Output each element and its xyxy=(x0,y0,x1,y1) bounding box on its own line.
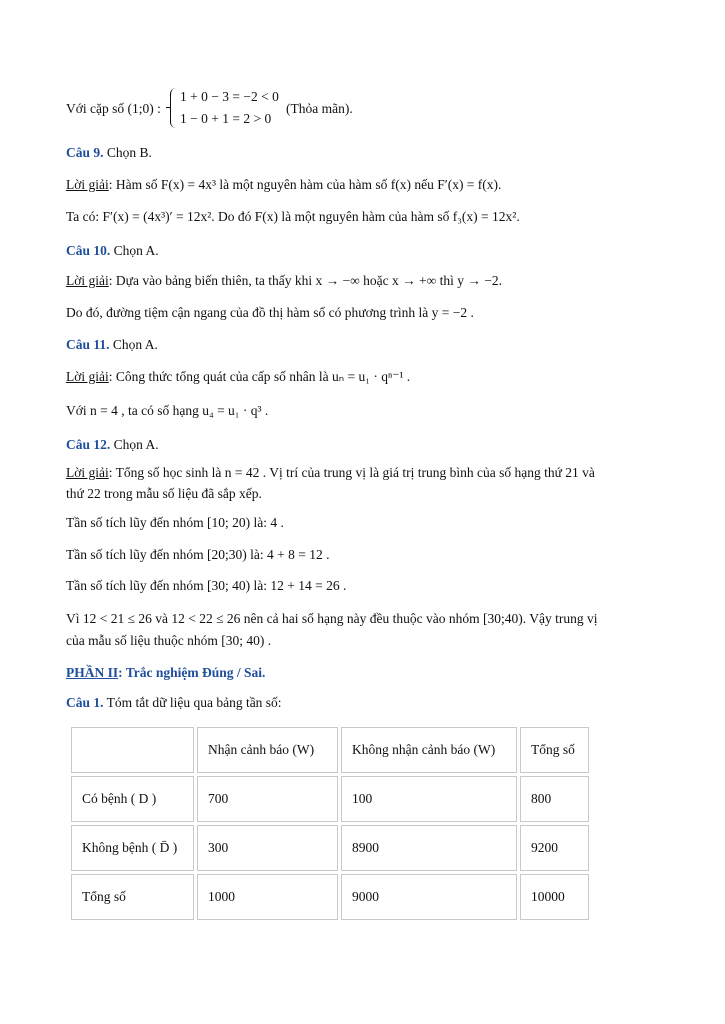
q11-solution xyxy=(66,368,410,386)
q10-solution-text: : Dựa vào bảng biến thiên, ta thấy khi x → −∞ hoặc x → +∞ thì y → −2. xyxy=(108,273,502,288)
table-cell: 9000 xyxy=(341,874,517,920)
table-cell: 700 xyxy=(197,776,338,822)
q10-solution-label: Lời giải xyxy=(66,273,109,288)
q12-solution-label: Lời giải xyxy=(66,465,109,480)
pair-intro: Với cặp số (1;0) : xyxy=(66,101,161,116)
part2-title: : Trắc nghiệm Đúng / Sai. xyxy=(118,665,266,680)
q9-choice: Chọn B. xyxy=(106,145,152,160)
q12-solution-text: : Tổng số học sinh là n = 42 . Vị trí của trung vị là giá trị trung bình của số hạng thứ 21 và xyxy=(108,465,595,480)
q10-solution-text-2: Do đó, đường tiệm cận ngang của đồ thị hàm số có phương trình là y = −2 . xyxy=(66,305,474,320)
q9-title: Câu 9. xyxy=(66,145,104,160)
frequency-table xyxy=(68,724,592,923)
q9-solution-text-2: Ta có: F′(x) = (4x³)′ = 12x². Do đó F(x) là một nguyên hàm của hàm số f₃(x) = 12x². xyxy=(66,209,520,224)
q12-solution-text-7: của mẫu số liệu thuộc nhóm [30; 40) . xyxy=(66,633,272,648)
system-equation-1: 1 + 0 − 3 = −2 < 0 xyxy=(180,89,279,104)
table-row xyxy=(71,874,589,920)
part2-label: PHẦN II xyxy=(66,665,119,680)
table-cell: 9200 xyxy=(520,825,589,871)
q11-title: Câu 11. xyxy=(66,337,110,352)
pair-note: (Thỏa mãn). xyxy=(286,101,353,116)
table-cell: 800 xyxy=(520,776,589,822)
table-header-cell: Tổng số xyxy=(520,727,589,773)
q10-choice: Chọn A. xyxy=(113,243,159,258)
q12-heading xyxy=(66,436,159,454)
p2q1-title: Câu 1. xyxy=(66,695,104,710)
q12-solution-text-4: Tần số tích lũy đến nhóm [20;30) là: 4 + 8 = 12 . xyxy=(66,547,330,562)
q11-solution-label: Lời giải xyxy=(66,369,109,384)
q12-title: Câu 12. xyxy=(66,437,111,452)
p2q1-heading xyxy=(66,694,282,712)
q11-solution-text: : Công thức tổng quát của cấp số nhân là uₙ = u₁ · qⁿ⁻¹ . xyxy=(108,369,411,384)
system-equation-2: 1 − 0 + 1 = 2 > 0 xyxy=(180,111,272,126)
table-header-row xyxy=(71,727,589,773)
table-cell: 300 xyxy=(197,825,338,871)
table-cell: 8900 xyxy=(341,825,517,871)
part2-heading xyxy=(66,664,265,682)
table-header-cell xyxy=(71,727,194,773)
q9-heading xyxy=(66,144,152,162)
table-cell: Tổng số xyxy=(71,874,194,920)
q12-solution-text-5: Tần số tích lũy đến nhóm [30; 40) là: 12 + 14 = 26 . xyxy=(66,578,347,593)
q11-solution-text-2: Với n = 4 , ta có số hạng u₄ = u₁ · q³ . xyxy=(66,403,269,418)
q11-choice: Chọn A. xyxy=(112,337,158,352)
table-row xyxy=(71,776,589,822)
q9-solution-text: : Hàm số F(x) = 4x³ là một nguyên hàm của hàm số f(x) nếu F′(x) = f(x). xyxy=(108,177,502,192)
q9-solution-label: Lời giải xyxy=(66,177,109,192)
p2q1-text: Tóm tắt dữ liệu qua bảng tần số: xyxy=(106,695,282,710)
q12-solution-text-3: Tần số tích lũy đến nhóm [10; 20) là: 4 . xyxy=(66,515,284,530)
q12-solution xyxy=(66,464,595,482)
q9-solution xyxy=(66,176,501,194)
q10-title: Câu 10. xyxy=(66,243,111,258)
table-row xyxy=(71,825,589,871)
q12-solution-text-2: thứ 22 trong mẫu số liệu đã sắp xếp. xyxy=(66,486,262,501)
system-brace xyxy=(170,88,179,128)
table-cell: 100 xyxy=(341,776,517,822)
q12-choice: Chọn A. xyxy=(113,437,159,452)
table-header-cell: Không nhận cảnh báo (W) xyxy=(341,727,517,773)
table-header-cell: Nhận cảnh báo (W) xyxy=(197,727,338,773)
q12-solution-text-6: Vì 12 < 21 ≤ 26 và 12 < 22 ≤ 26 nên cả hai số hạng này đều thuộc vào nhóm [30;40). Vậy trung vị xyxy=(66,611,598,626)
q11-heading xyxy=(66,336,158,354)
table-cell: 1000 xyxy=(197,874,338,920)
table-cell: 10000 xyxy=(520,874,589,920)
table-cell: Không bệnh ( D̄ ) xyxy=(71,825,194,871)
q10-heading xyxy=(66,242,159,260)
table-cell: Có bệnh ( D ) xyxy=(71,776,194,822)
q10-solution xyxy=(66,272,502,290)
